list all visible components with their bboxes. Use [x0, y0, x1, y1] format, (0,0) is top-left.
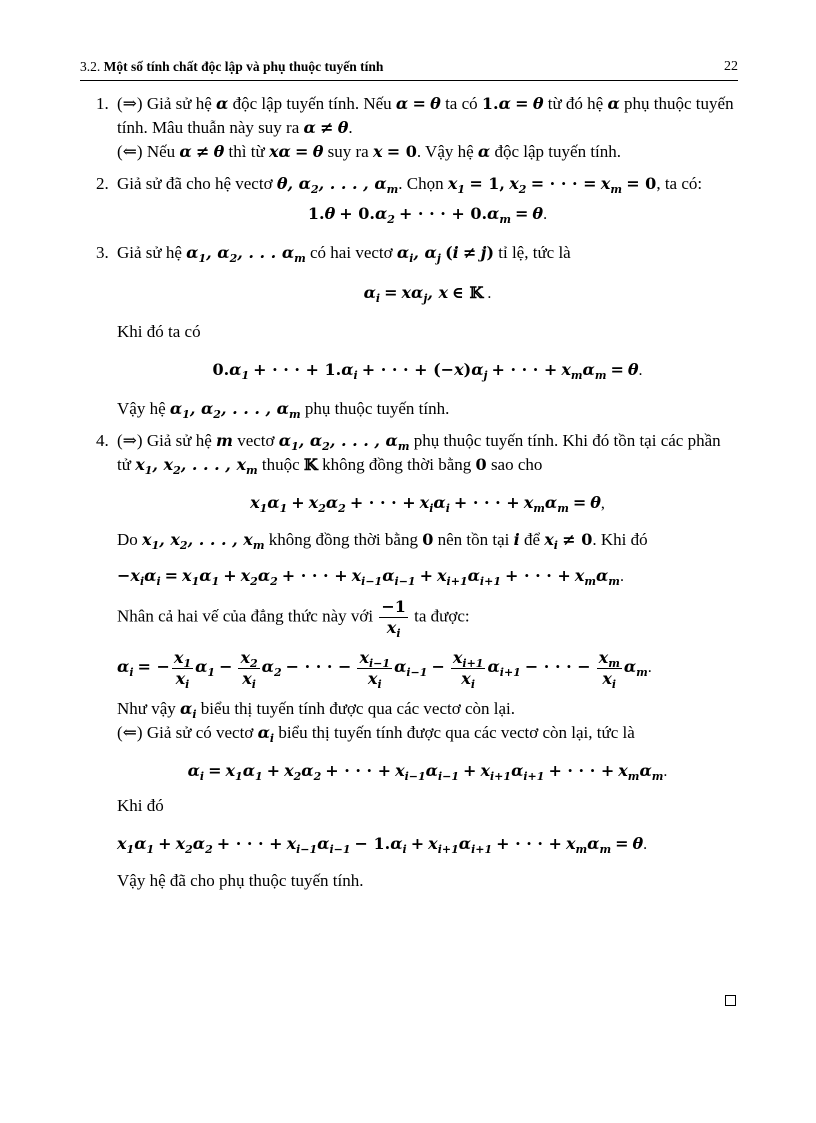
item-number: 4.	[96, 431, 109, 450]
page-header	[80, 58, 738, 81]
equation: $x_1\alpha_1 + x_2\alpha_2$ + · · · + $x_i\alpha_i$ + · · · + $x_m\alpha_m = \theta$,	[250, 493, 605, 516]
equation: $x_1\alpha_1 + x_2\alpha_2$ + · · · + $x_{i-1}\alpha_{i-1} - 1.\alpha_i + x_{i+1}\alpha_{i+1}$ + · · · + $x_m\alpha_m = \theta$.	[117, 834, 648, 857]
paragraph: Khi đó	[117, 796, 164, 815]
paragraph: Khi đó ta có	[117, 322, 201, 341]
item-number: 2.	[96, 174, 109, 193]
equation: $1.\theta + 0.\alpha_2$ + · · · + $0.\alpha_m = \theta$.	[307, 204, 548, 227]
paragraph: (⇐) Giả sử có vectơ $\alpha_i$ biểu thị tuyến tính được qua các vectơ còn lại, tức là	[117, 723, 635, 746]
paragraph: Giả sử đã cho hệ vectơ θ, $\alpha_2$, . . . , $\alpha_m$. Chọn $x_1 = 1$, $x_2$ = · · · = $x_m = 0$, ta có:	[117, 174, 703, 197]
equation: $\alpha_i$ = − $\frac{x_1}{x_i}$ $\alpha_1$ − $\frac{x_2}{x_i}$ $\alpha_2$ − · · · − $\frac{x_{i-1}}{x_i}$ $\alpha_{i-1}$ − $\frac{x_{i+1}}{x_i}$ $\alpha_{i+1}$ − · · · − $\frac{x_m}{x_i}$ $\alpha_m$.	[117, 648, 652, 692]
paragraph: Do $x_1$, $x_2$, . . . , $x_m$ không đồng thời bằng 0 nên tồn tại i để $x_i \ne 0$. Khi đó	[117, 530, 648, 553]
proof-body	[80, 92, 738, 901]
fraction: $\frac{-1}{x_i}$	[381, 597, 406, 641]
paragraph: (⇒) Giả sử hệ α độc lập tuyến tính. Nếu α = θ ta có 1.α = θ từ đó hệ α phụ thuộc tuyến tính. Mâu thuẫn này suy ra α ≠ θ.	[117, 94, 734, 137]
section-heading	[80, 59, 383, 75]
paragraph: Vậy hệ $\alpha_1$, $\alpha_2$, . . . , $\alpha_m$ phụ thuộc tuyến tính.	[117, 399, 450, 422]
section-number: 3.2.	[80, 59, 101, 74]
paragraph: Như vậy $\alpha_i$ biểu thị tuyến tính được qua các vectơ còn lại.	[117, 699, 515, 722]
paragraph: Vậy hệ đã cho phụ thuộc tuyến tính.	[117, 871, 364, 890]
item-number: 1.	[96, 94, 109, 113]
paragraph: Nhân cả hai vế của đẳng thức này với $\frac{-1}{x_i}$ ta được:	[117, 597, 470, 641]
paragraph: (⇐) Nếu α ≠ θ thì từ xα = θ suy ra x = 0. Vậy hệ α độc lập tuyến tính.	[117, 142, 622, 161]
equation: $0.\alpha_1$ + · · · + $1.\alpha_i$ + · · · + $(-x)\alpha_j$ + · · · + $x_m\alpha_m = \theta$.	[212, 360, 643, 383]
qed-box-icon	[725, 995, 736, 1006]
proof-item-3	[80, 241, 738, 421]
item-number: 3.	[96, 243, 109, 262]
proof-item-4	[80, 429, 738, 893]
paragraph: Giả sử hệ $\alpha_1$, $\alpha_2$, . . . $\alpha_m$ có hai vectơ $\alpha_i$, $\alpha_j$ (i ≠ j) tỉ lệ, tức là	[117, 243, 571, 266]
section-title: Một số tính chất độc lập và phụ thuộc tuyến tính	[103, 59, 384, 74]
proof-item-1	[80, 92, 738, 164]
equation: $-x_i\alpha_i = x_1\alpha_1 + x_2\alpha_2$ + · · · + $x_{i-1}\alpha_{i-1} + x_{i+1}\alpha_{i+1}$ + · · · + $x_m\alpha_m$.	[117, 566, 624, 589]
equation: $\alpha_i = x_1\alpha_1 + x_2\alpha_2$ + · · · + $x_{i-1}\alpha_{i-1} + x_{i+1}\alpha_{i+1}$ + · · · + $x_m\alpha_m$.	[187, 761, 668, 784]
equation: $\alpha_i = x\alpha_j$, x ∈ 𝕂 .	[363, 283, 492, 306]
page-number: 22	[724, 59, 738, 74]
paragraph: (⇒) Giả sử hệ m vectơ $\alpha_1$, $\alpha_2$, . . . , $\alpha_m$ phụ thuộc tuyến tính. Khi đó tồn tại các phần tử $x_1$, $x_2$, . . . , $x_m$ thuộc 𝕂 không đồng thời bằng 0 sao cho	[117, 431, 721, 478]
proof-item-2	[80, 172, 738, 227]
